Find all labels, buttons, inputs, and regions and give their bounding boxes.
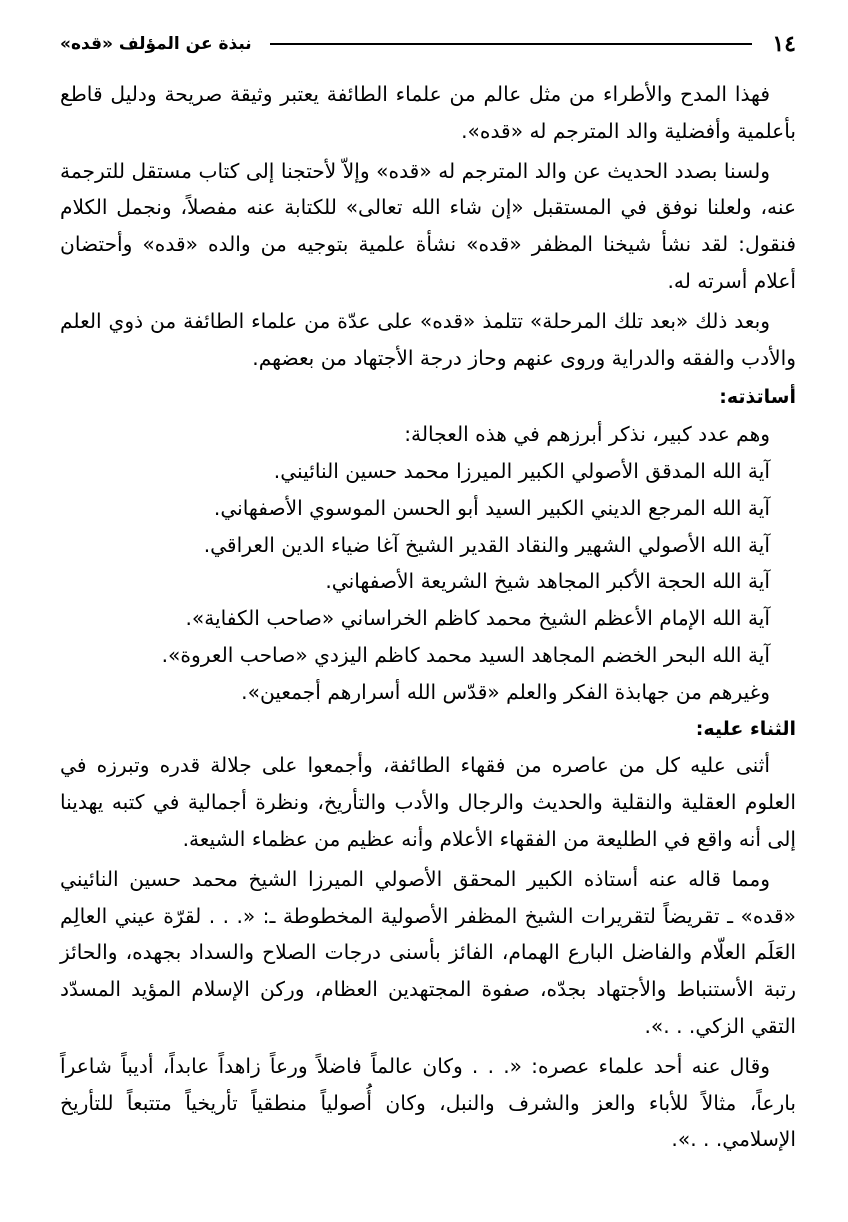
page-body bbox=[60, 76, 796, 1158]
paragraph-6: وقال عنه أحد علماء عصره: «. . . وكان عالماً فاضلاً ورعاً زاهداً عابداً، أديباً شاعراً بارعاً، مثالاً للأباء والعز والشرف والنبل، وكان أُصولياً منطقياً تأريخياً متتبعاً للتأريخ الإسلامي. . .». bbox=[60, 1053, 796, 1152]
paragraph-2: ولسنا بصدد الحديث عن والد المترجم له «قده» وإلاّ لأحتجنا إلى كتاب مستقل للترجمة عنه، ولعلنا نوفق في المستقبل «إن شاء الله تعالى» للكتابة عنه مفصلاً، ونجمل الكلام فنقول: لقد نشأ شيخنا المظفر «قده» نشأة علمية بتوجيه من والده «قده» وأحتضان أعلام أسرته له. bbox=[60, 158, 796, 293]
running-title: نبذة عن المؤلف «قده» bbox=[60, 34, 252, 54]
teacher-item: آية الله المدقق الأصولي الكبير الميرزا محمد حسين النائيني. bbox=[273, 458, 770, 483]
page-header bbox=[60, 22, 796, 66]
praise-heading: الثناء عليه: bbox=[695, 717, 796, 740]
teacher-item: آية الله الحجة الأكبر المجاهد شيخ الشريعة الأصفهاني. bbox=[325, 569, 770, 594]
paragraph-1: فهذا المدح والأطراء من مثل عالم من علماء الطائفة يعتبر وثيقة صريحة ودليل قاطع بأعلمية وأفضلية والد المترجم له «قده». bbox=[60, 82, 796, 143]
teachers-intro: وهم عدد كبير، نذكر أبرزهم في هذه العجالة: bbox=[404, 422, 770, 447]
paragraph-4: أثنى عليه كل من عاصره من فقهاء الطائفة، وأجمعوا على جلالة قدره وتبرزه في العلوم العقلية والنقلية والحديث والرجال والأدب والتأريخ، ونظرة أجمالية في كتبه يهدينا إلى أنه واقع في الطليعة من الفقهاء الأعلام وأنه عظيم من عظماء الشيعة. bbox=[60, 753, 796, 851]
book-page bbox=[60, 22, 796, 1202]
page-number: ١٤ bbox=[772, 31, 796, 57]
teacher-item: وغيرهم من جهابذة الفكر والعلم «قدّس الله أسرارهم أجمعين». bbox=[241, 679, 770, 704]
teacher-item: آية الله المرجع الديني الكبير السيد أبو الحسن الموسوي الأصفهاني. bbox=[213, 495, 770, 520]
teacher-item: آية الله الإمام الأعظم الشيخ محمد كاظم الخراساني «صاحب الكفاية». bbox=[185, 606, 770, 631]
teacher-item: آية الله البحر الخضم المجاهد السيد محمد كاظم اليزدي «صاحب العروة». bbox=[161, 642, 770, 667]
teacher-item: آية الله الأصولي الشهير والنقاد القدير الشيخ آغا ضياء الدين العراقي. bbox=[203, 532, 770, 557]
header-rule bbox=[270, 43, 752, 45]
paragraph-3: وبعد ذلك «بعد تلك المرحلة» تتلمذ «قده» على عدّة من علماء الطائفة من ذوي العلم والأدب والفقه والدراية وروى عنهم وحاز درجة الأجتهاد من بعضهم. bbox=[60, 308, 796, 370]
teachers-heading: أساتذته: bbox=[719, 386, 796, 409]
paragraph-5: ومما قاله عنه أستاذه الكبير المحقق الأصولي الميرزا الشيخ محمد حسين النائيني «قده» ـ تقريضاً لتقريرات الشيخ المظفر الأصولية المخطوطة ـ: «. . . لقرّة عيني العالِم العَلَم العلّام والفاضل البارع الهمام، الفائز بأسنى درجات الصلاح والسداد بجهده، والحائز رتبة الأستنباط والأجتهاد بجدّه، صفوة المجتهدين العظام، وركن الإسلام المؤيد المسدّد التقي الزكي. . .». bbox=[60, 866, 796, 1038]
